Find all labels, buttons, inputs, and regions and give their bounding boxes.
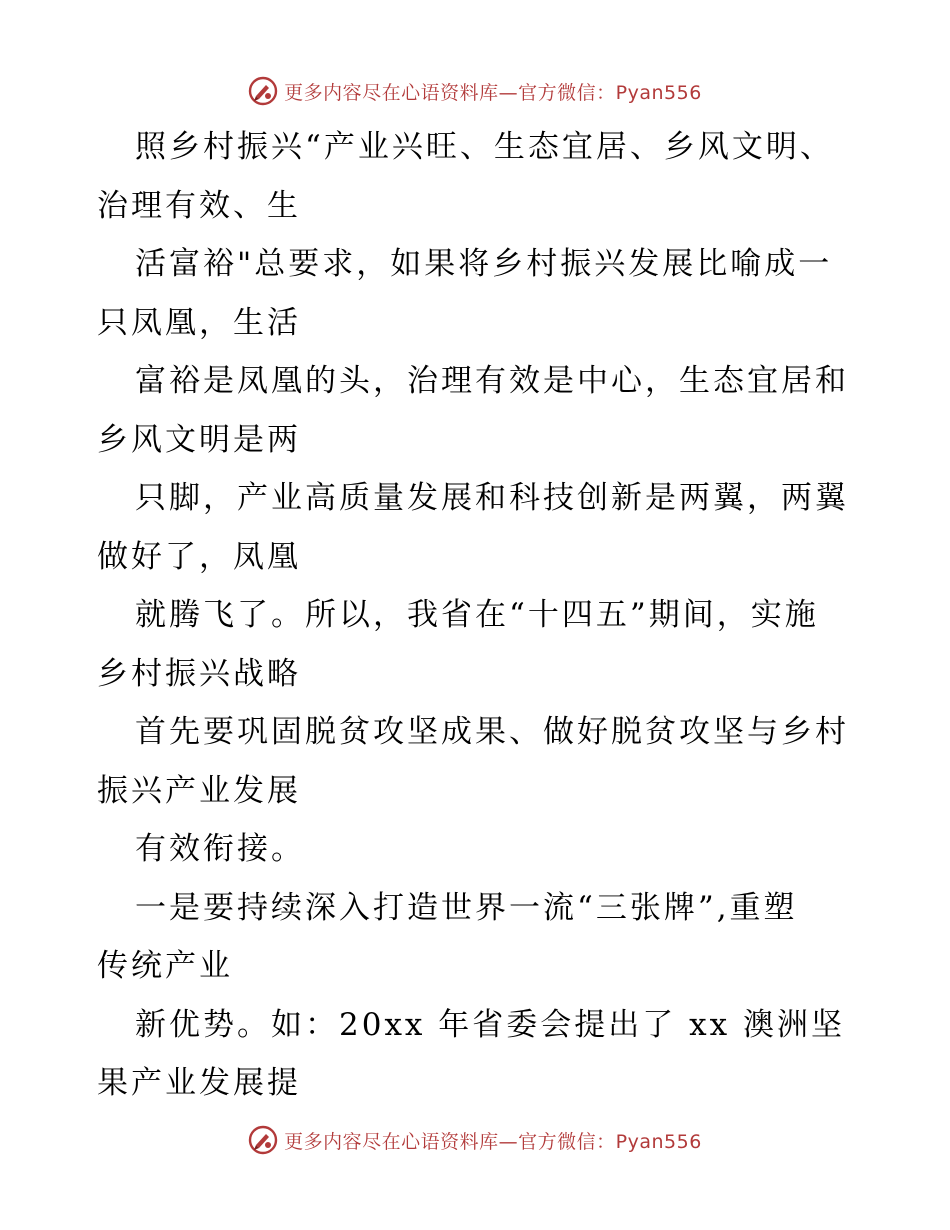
footer-banner [0, 1123, 950, 1157]
text-line: 首先要巩固脱贫攻坚成果、做好脱贫攻坚与乡村 [135, 714, 849, 750]
text-line: 乡风文明是两 [97, 421, 301, 458]
text-line: 做好了，凤凰 [97, 538, 301, 575]
header-banner-text: 更多内容尽在心语资料库—官方微信：Pyan556 [284, 81, 702, 104]
text-line: 富裕是凤凰的头，治理有效是中心，生态宜居和 [135, 363, 849, 399]
text-line: 治理有效、生 [97, 187, 301, 224]
document-body [97, 118, 857, 1113]
text-line: 一是要持续深入打造世界一流“三张牌”,重塑 [135, 889, 798, 926]
pen-logo-icon [248, 1125, 278, 1155]
text-line: 活富裕"总要求，如果将乡村振兴发展比喻成一 [135, 246, 833, 282]
text-line: 有效衔接。 [135, 831, 305, 867]
text-line: 只脚，产业高质量发展和科技创新是两翼，两翼 [135, 480, 849, 516]
footer-banner-text: 更多内容尽在心语资料库—官方微信：Pyan556 [284, 1130, 702, 1153]
text-line: 果产业发展提 [97, 1065, 301, 1101]
header-banner [0, 74, 950, 108]
text-line: 传统产业 [97, 948, 233, 984]
text-line: 振兴产业发展 [97, 772, 301, 809]
text-line: 就腾飞了。所以，我省在“十四五”期间，实施 [135, 597, 819, 633]
pen-logo-icon [248, 76, 278, 106]
text-line: 新优势。如：20xx 年省委会提出了 xx 澳洲坚 [135, 1006, 845, 1043]
text-line: 乡村振兴战略 [97, 655, 301, 692]
text-line: 只凤凰，生活 [97, 304, 301, 341]
text-line: 照乡村振兴“产业兴旺、生态宜居、乡风文明、 [135, 129, 834, 165]
